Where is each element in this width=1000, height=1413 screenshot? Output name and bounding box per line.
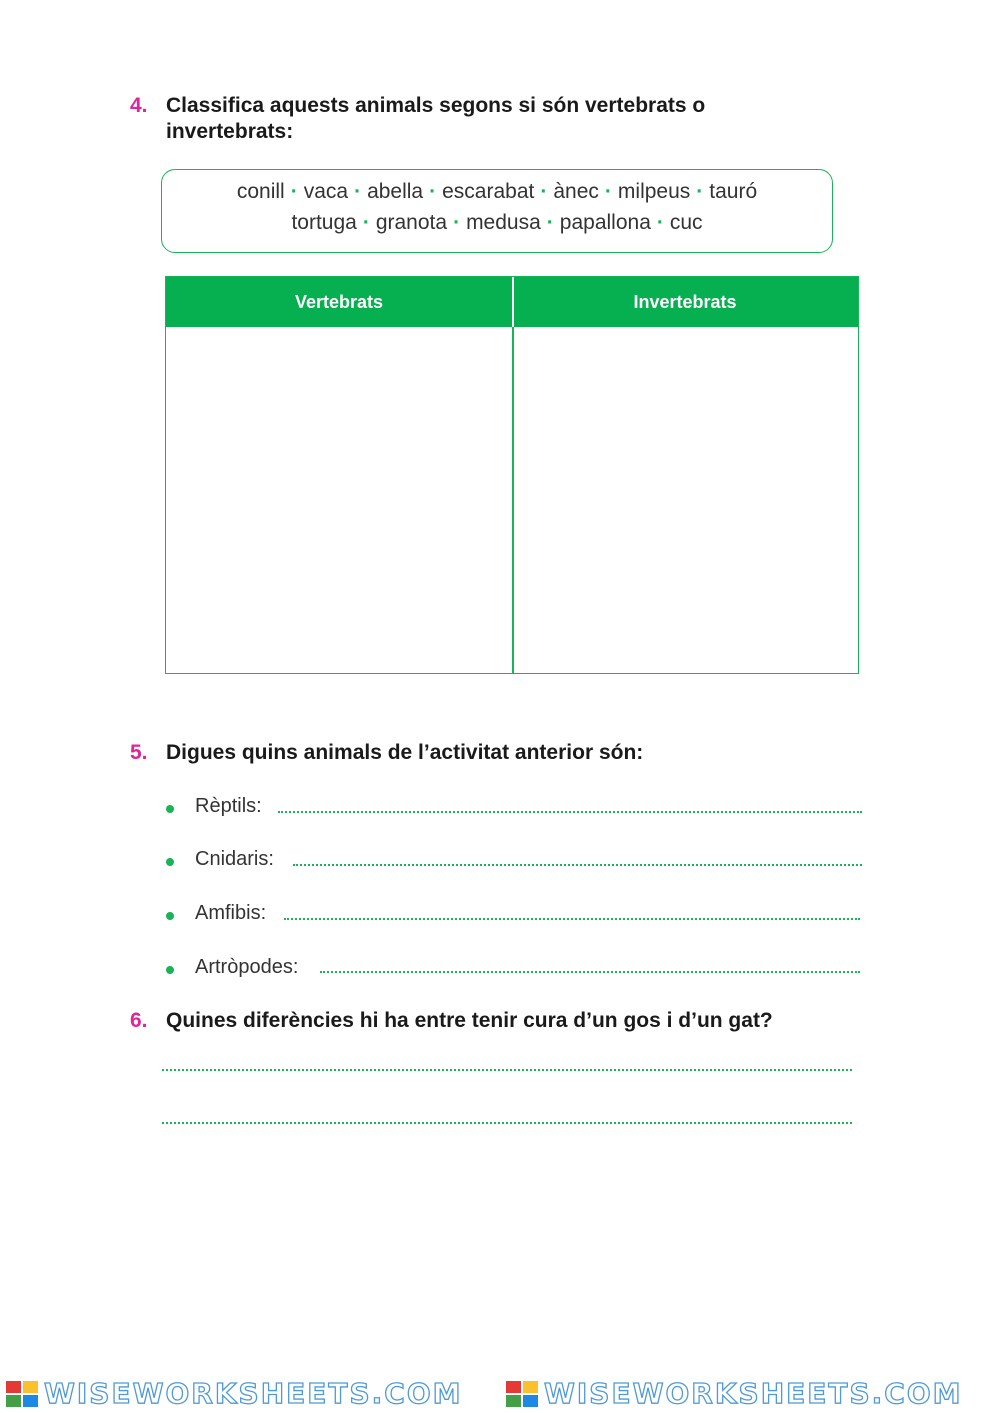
question-number: 6. <box>130 1009 148 1032</box>
answer-line-artropodes[interactable] <box>320 971 860 973</box>
invertebrats-answer-cell[interactable] <box>514 327 858 673</box>
word-bank-box <box>161 169 833 253</box>
separator-dot: · <box>656 211 664 234</box>
word: papallona <box>559 211 651 234</box>
brand-text: WISEWORKSHEETS.COM <box>44 1377 463 1410</box>
separator-dot: · <box>453 211 461 234</box>
wise-logo-icon <box>6 1381 38 1407</box>
wise-logo-icon <box>506 1381 538 1407</box>
word: vaca <box>303 180 349 203</box>
question-text-line-2: invertebrats: <box>166 120 294 143</box>
question-number: 4. <box>130 94 148 117</box>
separator-dot: · <box>604 180 612 203</box>
separator-dot: · <box>696 180 704 203</box>
answer-line-2[interactable] <box>162 1122 852 1124</box>
separator-dot: · <box>354 180 362 203</box>
word: ànec <box>553 180 599 203</box>
word: tortuga <box>291 211 357 234</box>
bullet-icon <box>166 912 174 920</box>
word: conill <box>236 180 285 203</box>
question-number: 5. <box>130 741 148 764</box>
word: cuc <box>669 211 703 234</box>
item-label: Artròpodes: <box>195 956 299 978</box>
item-label: Rèptils: <box>195 795 262 817</box>
answer-line-amfibis[interactable] <box>284 918 860 920</box>
answer-line-cnidaris[interactable] <box>293 864 862 866</box>
bullet-icon <box>166 966 174 974</box>
word-bank-row-1 <box>162 180 832 204</box>
bullet-icon <box>166 858 174 866</box>
vertebrats-answer-cell[interactable] <box>166 327 512 673</box>
item-label: Cnidaris: <box>195 848 274 870</box>
classification-table <box>165 276 859 674</box>
header-divider <box>512 277 514 327</box>
word: escarabat <box>442 180 535 203</box>
answer-line-1[interactable] <box>162 1069 852 1071</box>
header-invertebrats: Invertebrats <box>633 292 737 312</box>
question-text: Digues quins animals de l’activitat anterior són: <box>166 741 644 764</box>
answer-line-reptils[interactable] <box>278 811 862 813</box>
question-text-line-1: Classifica aquests animals segons si són vertebrats o <box>166 94 706 117</box>
word: granota <box>375 211 448 234</box>
question-text: Quines diferències hi ha entre tenir cura d’un gos i d’un gat? <box>166 1009 773 1032</box>
separator-dot: · <box>429 180 437 203</box>
header-vertebrats: Vertebrats <box>294 292 384 312</box>
word: milpeus <box>617 180 691 203</box>
word: medusa <box>466 211 541 234</box>
separator-dot: · <box>290 180 298 203</box>
bullet-icon <box>166 805 174 813</box>
word-bank-row-2 <box>162 211 832 235</box>
separator-dot: · <box>362 211 370 234</box>
footer-branding <box>0 1376 1000 1413</box>
separator-dot: · <box>540 180 548 203</box>
word: abella <box>367 180 424 203</box>
item-label: Amfibis: <box>195 902 267 924</box>
separator-dot: · <box>546 211 554 234</box>
brand-text: WISEWORKSHEETS.COM <box>544 1377 963 1410</box>
word: tauró <box>709 180 758 203</box>
